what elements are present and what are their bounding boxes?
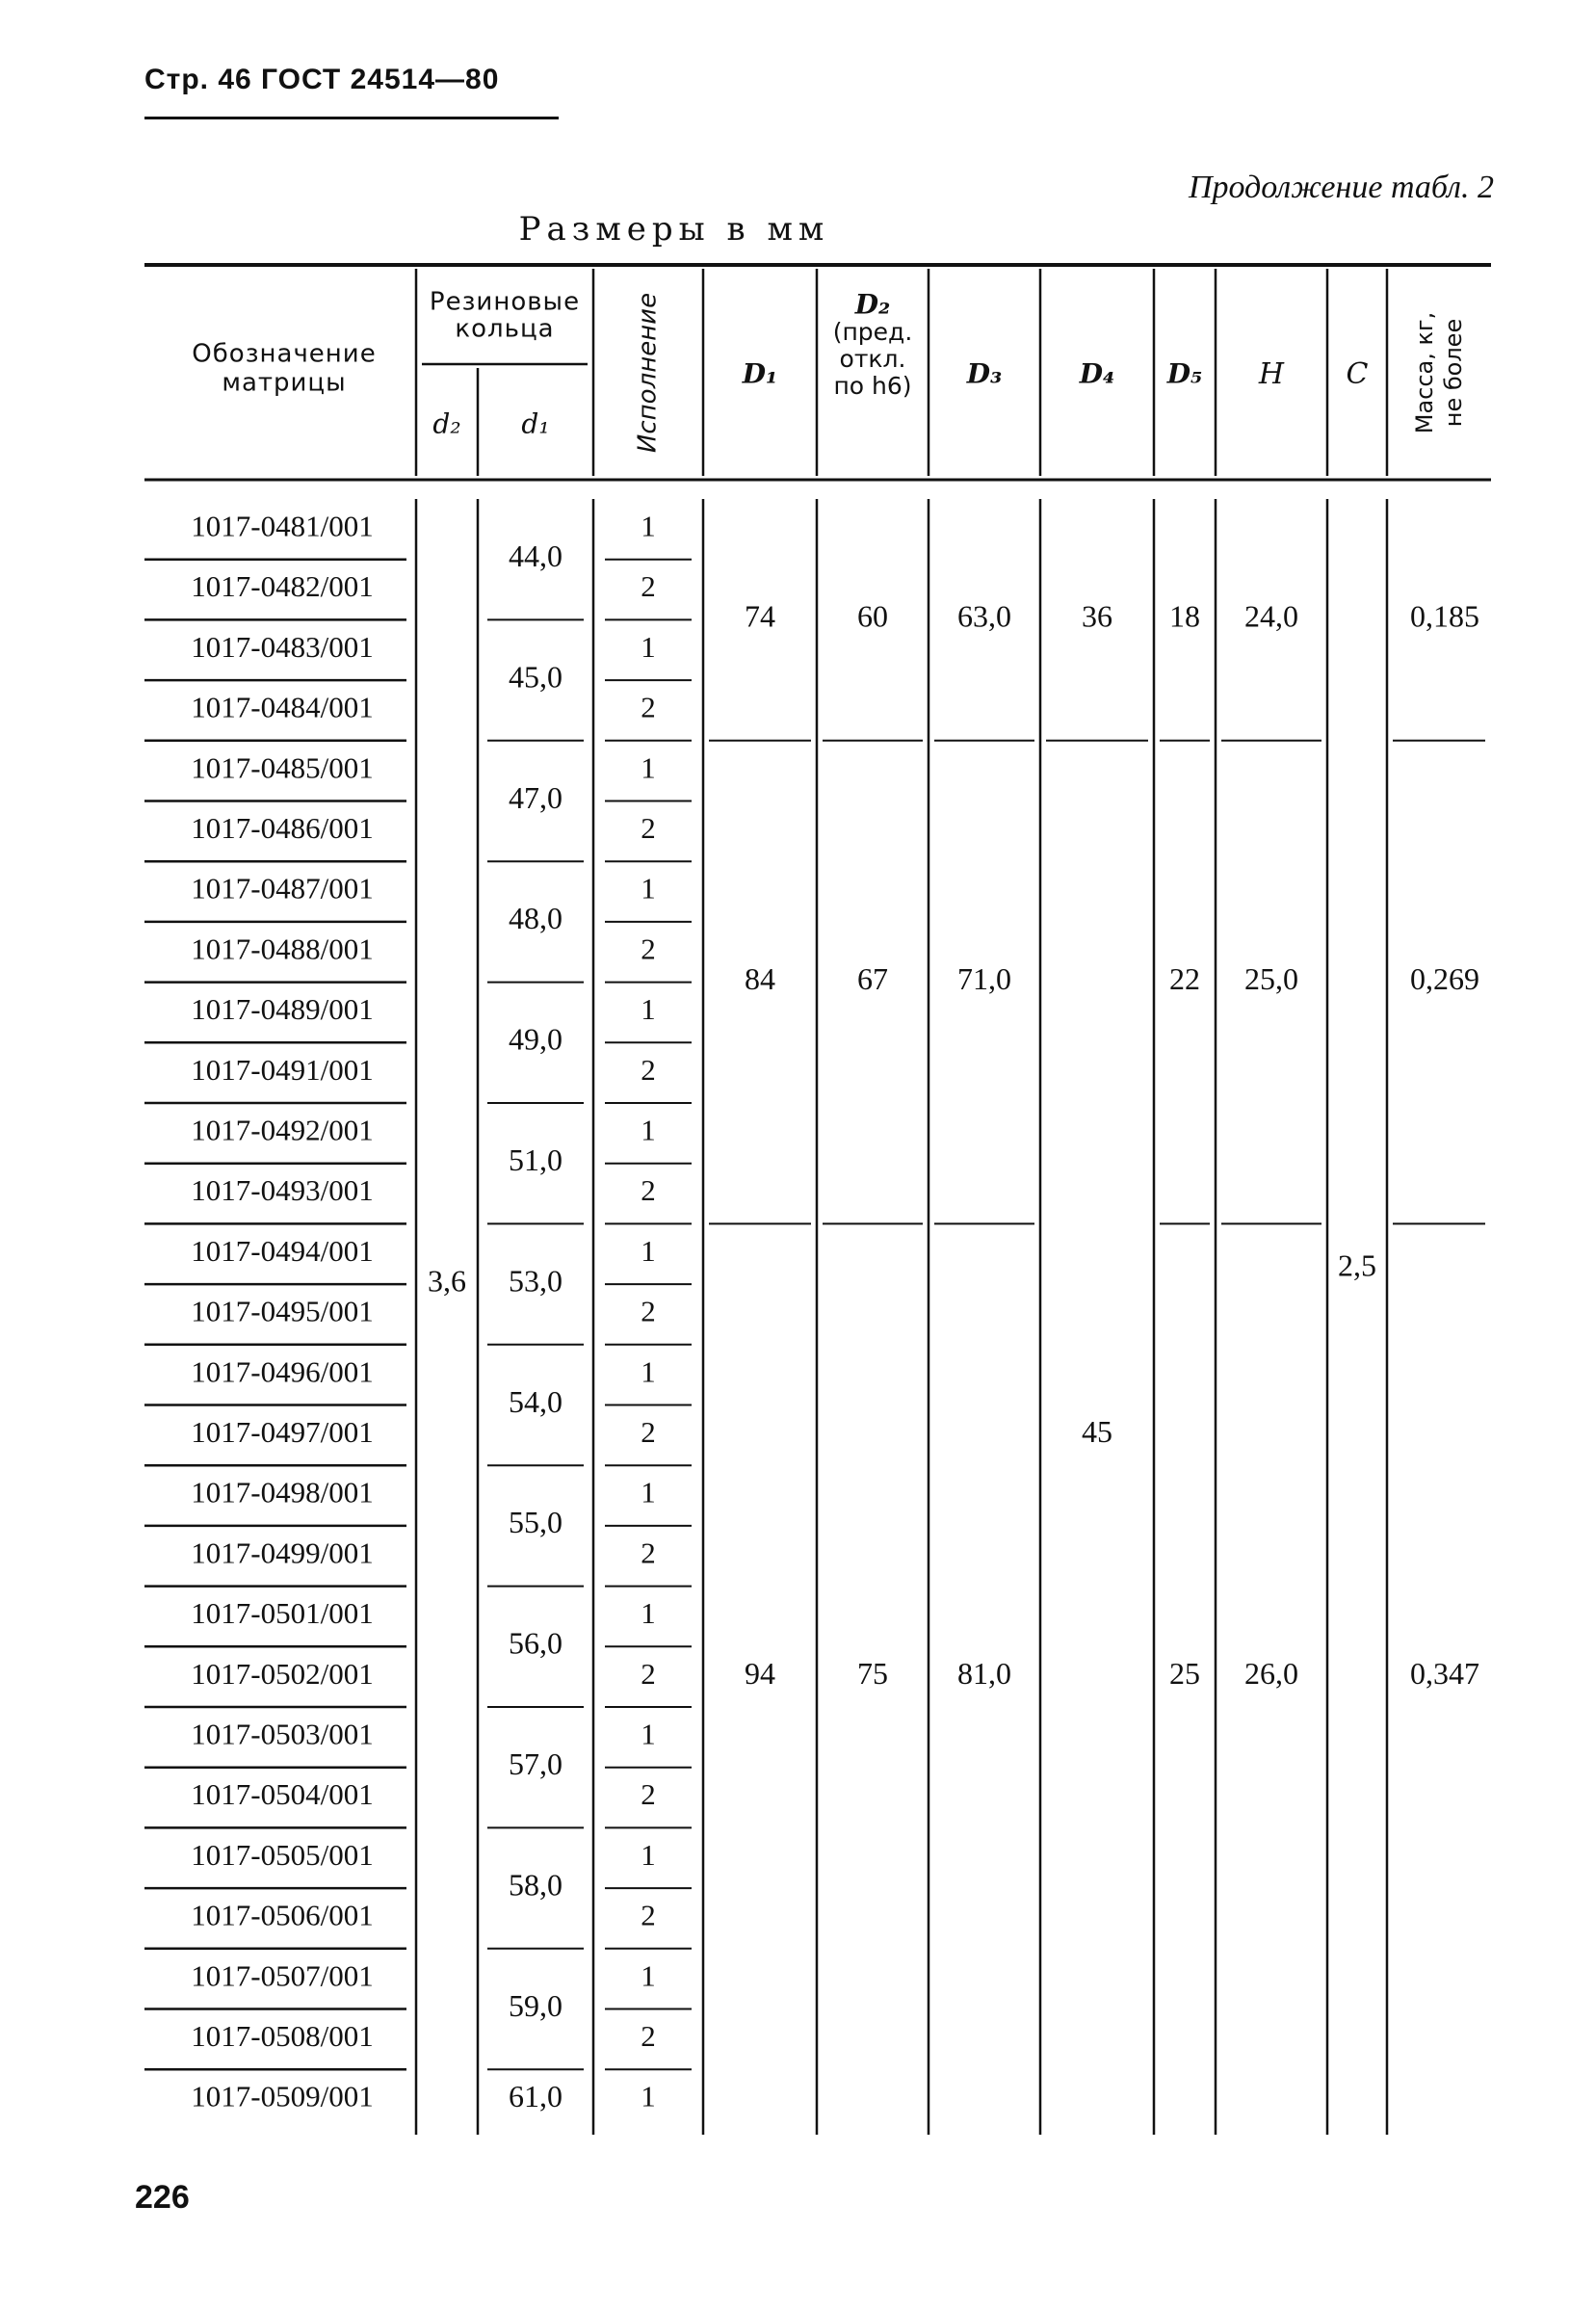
page-header: Стр. 46 ГОСТ 24514—80 xyxy=(144,64,500,95)
d1-cell: 53,0 xyxy=(509,1263,563,1299)
d1-cell: 56,0 xyxy=(509,1625,563,1661)
mass-cell: 0,347 xyxy=(1410,1655,1479,1691)
H-cell: 24,0 xyxy=(1244,598,1298,634)
d1-cell: 47,0 xyxy=(509,779,563,815)
execution-cell: 1 xyxy=(641,1837,656,1872)
designation-cell: 1017-0502/001 xyxy=(191,1656,374,1691)
header-rubber-rings: Резиновые xyxy=(429,287,581,317)
designation-cell: 1017-0503/001 xyxy=(191,1717,374,1751)
header-mass: не более xyxy=(1440,318,1467,428)
header-designation: матрицы xyxy=(222,368,347,398)
units-caption: Размеры в мм xyxy=(518,210,830,249)
header-D3: D₃ xyxy=(966,357,1003,390)
header-execution: Исполнение xyxy=(633,292,663,454)
execution-cell: 1 xyxy=(641,1596,656,1631)
H-cell: 26,0 xyxy=(1244,1655,1298,1691)
execution-cell: 2 xyxy=(641,1052,656,1087)
designation-cell: 1017-0499/001 xyxy=(191,1536,374,1570)
designation-cell: 1017-0492/001 xyxy=(191,1113,374,1147)
execution-cell: 2 xyxy=(641,1656,656,1691)
D5-cell: 18 xyxy=(1169,598,1200,634)
execution-cell: 2 xyxy=(641,810,656,845)
H-cell: 25,0 xyxy=(1244,960,1298,996)
d1-cell: 55,0 xyxy=(509,1505,563,1540)
designation-cell: 1017-0508/001 xyxy=(191,2018,374,2053)
execution-cell: 1 xyxy=(641,1717,656,1751)
execution-cell: 2 xyxy=(641,1173,656,1208)
header-rubber-rings: кольца xyxy=(455,314,555,344)
designation-cell: 1017-0493/001 xyxy=(191,1173,374,1208)
execution-cell: 2 xyxy=(641,932,656,966)
execution-cell: 2 xyxy=(641,1294,656,1328)
designation-cell: 1017-0485/001 xyxy=(191,750,374,785)
D5-cell: 25 xyxy=(1169,1655,1200,1691)
C-cell: 2,5 xyxy=(1338,1247,1376,1283)
D3-cell: 81,0 xyxy=(957,1655,1011,1691)
execution-cell: 1 xyxy=(641,1233,656,1268)
execution-cell: 1 xyxy=(641,1475,656,1509)
header-d1: d₁ xyxy=(521,407,550,440)
D5-cell: 22 xyxy=(1169,960,1200,996)
header-C: C xyxy=(1346,357,1369,391)
d1-cell: 49,0 xyxy=(509,1021,563,1057)
execution-cell: 1 xyxy=(641,2079,656,2113)
D3-cell: 63,0 xyxy=(957,598,1011,634)
execution-cell: 1 xyxy=(641,629,656,664)
D2-cell: 75 xyxy=(857,1655,888,1691)
execution-cell: 1 xyxy=(641,992,656,1027)
header-D5: D₅ xyxy=(1166,357,1203,390)
designation-cell: 1017-0497/001 xyxy=(191,1414,374,1449)
designation-cell: 1017-0507/001 xyxy=(191,1958,374,1993)
designation-cell: 1017-0486/001 xyxy=(191,810,374,845)
execution-cell: 1 xyxy=(641,750,656,785)
d1-cell: 54,0 xyxy=(509,1383,563,1419)
d1-cell: 59,0 xyxy=(509,1987,563,2023)
execution-cell: 1 xyxy=(641,871,656,906)
execution-cell: 2 xyxy=(641,1536,656,1570)
header-D4: D₄ xyxy=(1079,357,1115,390)
designation-cell: 1017-0506/001 xyxy=(191,1898,374,1932)
header-mass: Масса, кг, xyxy=(1411,311,1438,434)
d1-cell: 44,0 xyxy=(509,538,563,574)
designation-cell: 1017-0495/001 xyxy=(191,1294,374,1328)
designation-cell: 1017-0491/001 xyxy=(191,1052,374,1087)
d2-cell: 3,6 xyxy=(428,1263,466,1299)
execution-cell: 2 xyxy=(641,2018,656,2053)
d1-cell: 48,0 xyxy=(509,901,563,936)
designation-cell: 1017-0501/001 xyxy=(191,1596,374,1631)
execution-cell: 1 xyxy=(641,1113,656,1147)
header-D1: D₁ xyxy=(742,357,778,390)
designation-cell: 1017-0494/001 xyxy=(191,1233,374,1268)
table-continuation-label: Продолжение табл. 2 xyxy=(1188,170,1494,205)
D2-cell: 60 xyxy=(857,598,888,634)
D2-cell: 67 xyxy=(857,960,888,996)
designation-cell: 1017-0489/001 xyxy=(191,992,374,1027)
d1-cell: 58,0 xyxy=(509,1867,563,1903)
designation-cell: 1017-0487/001 xyxy=(191,871,374,906)
D3-cell: 71,0 xyxy=(957,960,1011,996)
d1-cell: 57,0 xyxy=(509,1746,563,1782)
designation-cell: 1017-0505/001 xyxy=(191,1837,374,1872)
designation-cell: 1017-0488/001 xyxy=(191,932,374,966)
D1-cell: 94 xyxy=(745,1655,775,1691)
execution-cell: 1 xyxy=(641,1354,656,1389)
mass-cell: 0,269 xyxy=(1410,960,1479,996)
designation-cell: 1017-0482/001 xyxy=(191,569,374,604)
header-D2: D₂ xyxy=(854,288,891,321)
designation-cell: 1017-0509/001 xyxy=(191,2079,374,2113)
page-number: 226 xyxy=(135,2179,190,2216)
header-H: H xyxy=(1258,357,1285,391)
designation-cell: 1017-0496/001 xyxy=(191,1354,374,1389)
header-designation: Обозначение xyxy=(192,339,377,369)
execution-cell: 2 xyxy=(641,690,656,724)
D4-cell: 36 xyxy=(1082,598,1112,634)
mass-cell: 0,185 xyxy=(1410,598,1479,634)
d1-cell: 51,0 xyxy=(509,1142,563,1178)
execution-cell: 2 xyxy=(641,569,656,604)
d1-cell: 45,0 xyxy=(509,659,563,695)
D1-cell: 84 xyxy=(745,960,775,996)
designation-cell: 1017-0481/001 xyxy=(191,509,374,543)
execution-cell: 2 xyxy=(641,1777,656,1812)
D1-cell: 74 xyxy=(745,598,775,634)
designation-cell: 1017-0483/001 xyxy=(191,629,374,664)
designation-cell: 1017-0504/001 xyxy=(191,1777,374,1812)
header-d2: d₂ xyxy=(432,407,461,440)
execution-cell: 1 xyxy=(641,1958,656,1993)
header-D2-note: (пред. xyxy=(832,318,913,346)
execution-cell: 1 xyxy=(641,509,656,543)
execution-cell: 2 xyxy=(641,1414,656,1449)
designation-cell: 1017-0498/001 xyxy=(191,1475,374,1509)
d1-cell: 61,0 xyxy=(509,2078,563,2113)
execution-cell: 2 xyxy=(641,1898,656,1932)
designation-cell: 1017-0484/001 xyxy=(191,690,374,724)
header-D2-note: по h6) xyxy=(833,372,912,400)
D4-cell: 45 xyxy=(1082,1414,1112,1450)
header-D2-note: откл. xyxy=(839,345,906,373)
